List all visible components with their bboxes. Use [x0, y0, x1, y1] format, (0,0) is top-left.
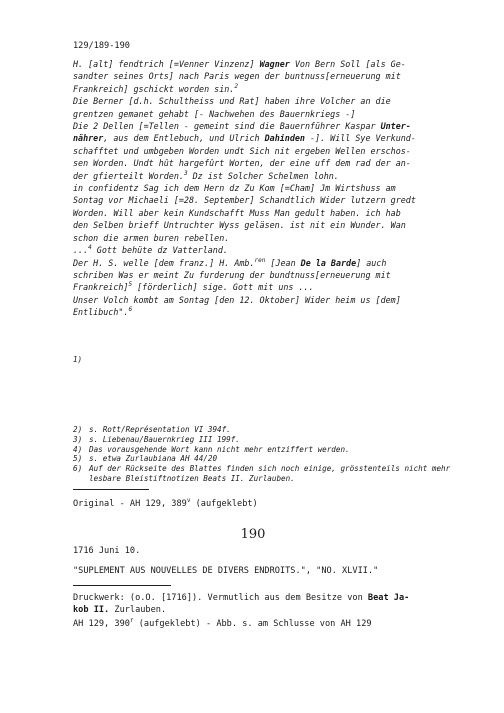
footnote — [73, 425, 473, 435]
text-segment: sen Worden. Undt hût hargefûrt Worten, der eine uff dem rad der an- — [73, 158, 411, 169]
footnote-number: 3) — [73, 434, 83, 444]
text-segment: ... — [73, 245, 89, 256]
footnote — [73, 464, 473, 484]
text-segment: Frankreich] gschickt worden sin. — [73, 83, 235, 94]
separator-rule — [73, 489, 149, 490]
text-segment: Original - AH 129, 389 — [73, 498, 187, 509]
footnote-ref[interactable]: 3 — [183, 169, 188, 177]
text-segment: grentzen gemanet gehabt [- Nachwehen des Bauernkriegs -] — [73, 108, 356, 119]
footnote-number: 6) — [73, 464, 83, 474]
druckwerk-note — [73, 592, 473, 616]
name-de-la-barde: De la Barde — [300, 257, 357, 268]
footnote-text: Das vorausgehende Wort kann nicht mehr entziffert werden. — [89, 444, 350, 454]
footnote — [73, 454, 473, 464]
text-line — [73, 219, 473, 231]
footnote-text: s. etwa Zurlaubiana AH 44/20 — [89, 454, 218, 464]
text-segment: [Jean — [265, 257, 301, 268]
text-line — [73, 182, 473, 194]
text-segment: Gott behüte dz Vatterland. — [91, 245, 228, 256]
original-reference — [73, 497, 258, 509]
text-line — [73, 257, 473, 269]
text-segment: , aus dem Entlebuch, und Ulrich — [103, 133, 265, 144]
transcription-text — [73, 58, 473, 319]
text-line — [73, 194, 473, 206]
text-line — [73, 269, 473, 281]
text-segment: Die 2 Dellen [=Tellen - gemeint sind die Bauernführer Kaspar — [73, 121, 381, 132]
text-segment: in confidentz Sag ich dem Hern dz Zu Kom [=Cham] Jm Wirtshuss am — [73, 183, 396, 194]
text-segment: Zurlauben. — [109, 605, 167, 615]
text-line — [73, 294, 473, 306]
footnote-ref[interactable]: 6 — [128, 306, 133, 314]
text-segment: Von Bern Soll [als Ge- — [289, 59, 406, 69]
text-segment: schon die armen buren rebellen. — [73, 232, 230, 243]
text-segment: Sontag vor Michaeli [=28. September] Schandtlich Wider lutzern gredt — [73, 195, 416, 206]
text-segment: Entlibuch". — [73, 307, 129, 318]
footnote-text: s. Rott/Représentation VI 394f. — [89, 425, 231, 434]
text-line — [73, 232, 473, 244]
document-id: 129/189-190 — [73, 41, 130, 51]
name-beat-jakob: kob II. — [73, 605, 110, 615]
name-dahinden: Dahinden — [264, 133, 305, 144]
text-line — [73, 157, 473, 169]
text-segment: H. [alt] fendtrich [=Venner Vinzenz] — [73, 59, 260, 69]
entry-title: "SUPLEMENT AUS NOUVELLES DE DIVERS ENDROITS.", "NO. XLVII." — [73, 566, 379, 576]
footnote-ref[interactable]: 5 — [128, 281, 133, 289]
entry-number: 190 — [240, 527, 266, 542]
footnote-text: s. Liebenau/Bauernkrieg III 199f. — [89, 434, 240, 444]
footnote-text: Auf der Rückseite des Blattes finden sich noch einige, grösstenteils nicht mehr lesbare Bleistiftnotizen Beats II. Zurlauben. — [89, 464, 451, 483]
text-line — [73, 170, 473, 182]
text-line — [73, 58, 473, 70]
text-segment: ] auch — [356, 257, 387, 268]
text-segment: schafftet und umbgeben Worden undt Sich nit ergeben Wellen erschos- — [73, 145, 411, 156]
footnote-ref[interactable]: 2 — [234, 83, 238, 91]
footnotes — [73, 425, 473, 484]
text-segment: AH 129, 390 — [73, 618, 130, 629]
text-segment: Druckwerk: (o.O. [1716]). Vermutlich aus dem Besitze von — [73, 593, 368, 603]
text-line — [73, 244, 473, 256]
text-line — [73, 145, 473, 157]
text-segment: Die Berner [d.h. Schultheiss und Rat] haben ihre Volcher an die — [73, 96, 391, 107]
text-line — [73, 95, 473, 107]
footnote-number: 5) — [73, 454, 83, 464]
name-unternaehrer: Unter- — [380, 121, 411, 132]
text-segment: schriben Was er meint Zu furderung der bundtnuss[erneuerung mit — [73, 269, 391, 280]
footnote — [73, 435, 473, 445]
text-line — [73, 70, 473, 82]
text-segment: [förderlich] sige. Gott mit uns ... — [132, 282, 314, 293]
text-segment: Worden. Will aber kein Kundschafft Muss Man gedult haben. ich hab — [73, 207, 401, 218]
superscript: v — [186, 497, 191, 504]
entry-date: 1716 Juni 10. — [73, 546, 141, 556]
text-line — [73, 83, 473, 95]
footnote — [73, 445, 473, 455]
name-beat-jakob: Beat Ja- — [367, 593, 410, 603]
name-unternaehrer: nährer — [73, 133, 104, 144]
text-line — [73, 306, 473, 318]
footnote-ref[interactable]: 4 — [88, 244, 92, 252]
text-line — [73, 108, 473, 120]
text-segment: Der H. S. welle [dem franz.] H. Amb. — [73, 257, 255, 268]
text-segment: den Selben brieff Untruchter Wyss geläsen. ist nit ein Wunder. Wan — [73, 220, 406, 231]
superscript: ren — [254, 256, 266, 264]
name-wagner: Wagner — [259, 59, 290, 69]
ah-reference — [73, 617, 372, 629]
text-line — [73, 132, 473, 144]
text-segment: (aufgeklebt) - Abb. s. am Schlusse von AH 129 — [133, 618, 372, 629]
footnote-number: 2) — [73, 425, 83, 434]
text-segment: der gfierteilt Worden. — [73, 170, 184, 181]
text-line — [73, 281, 473, 293]
text-segment: sandter seines Orts] nach Paris wegen der buntnuss[erneuerung mit — [73, 71, 401, 82]
text-segment: Unser Volch kombt am Sontag [den 12. Oktober] Wider heim us [dem] — [73, 294, 401, 305]
footnote-number: 4) — [73, 444, 83, 454]
text-segment: (aufgeklebt) — [190, 498, 258, 509]
text-segment: Dz ist Solcher Schelmen lohn. — [187, 170, 339, 181]
separator-rule — [73, 585, 171, 586]
text-segment: Frankreich] — [73, 282, 129, 293]
superscript: r — [129, 617, 134, 624]
text-segment: -]. Will Sye Verkund- — [304, 133, 416, 144]
footnote-1-marker: 1) — [73, 355, 83, 364]
text-line — [73, 120, 473, 132]
text-line — [73, 207, 473, 219]
